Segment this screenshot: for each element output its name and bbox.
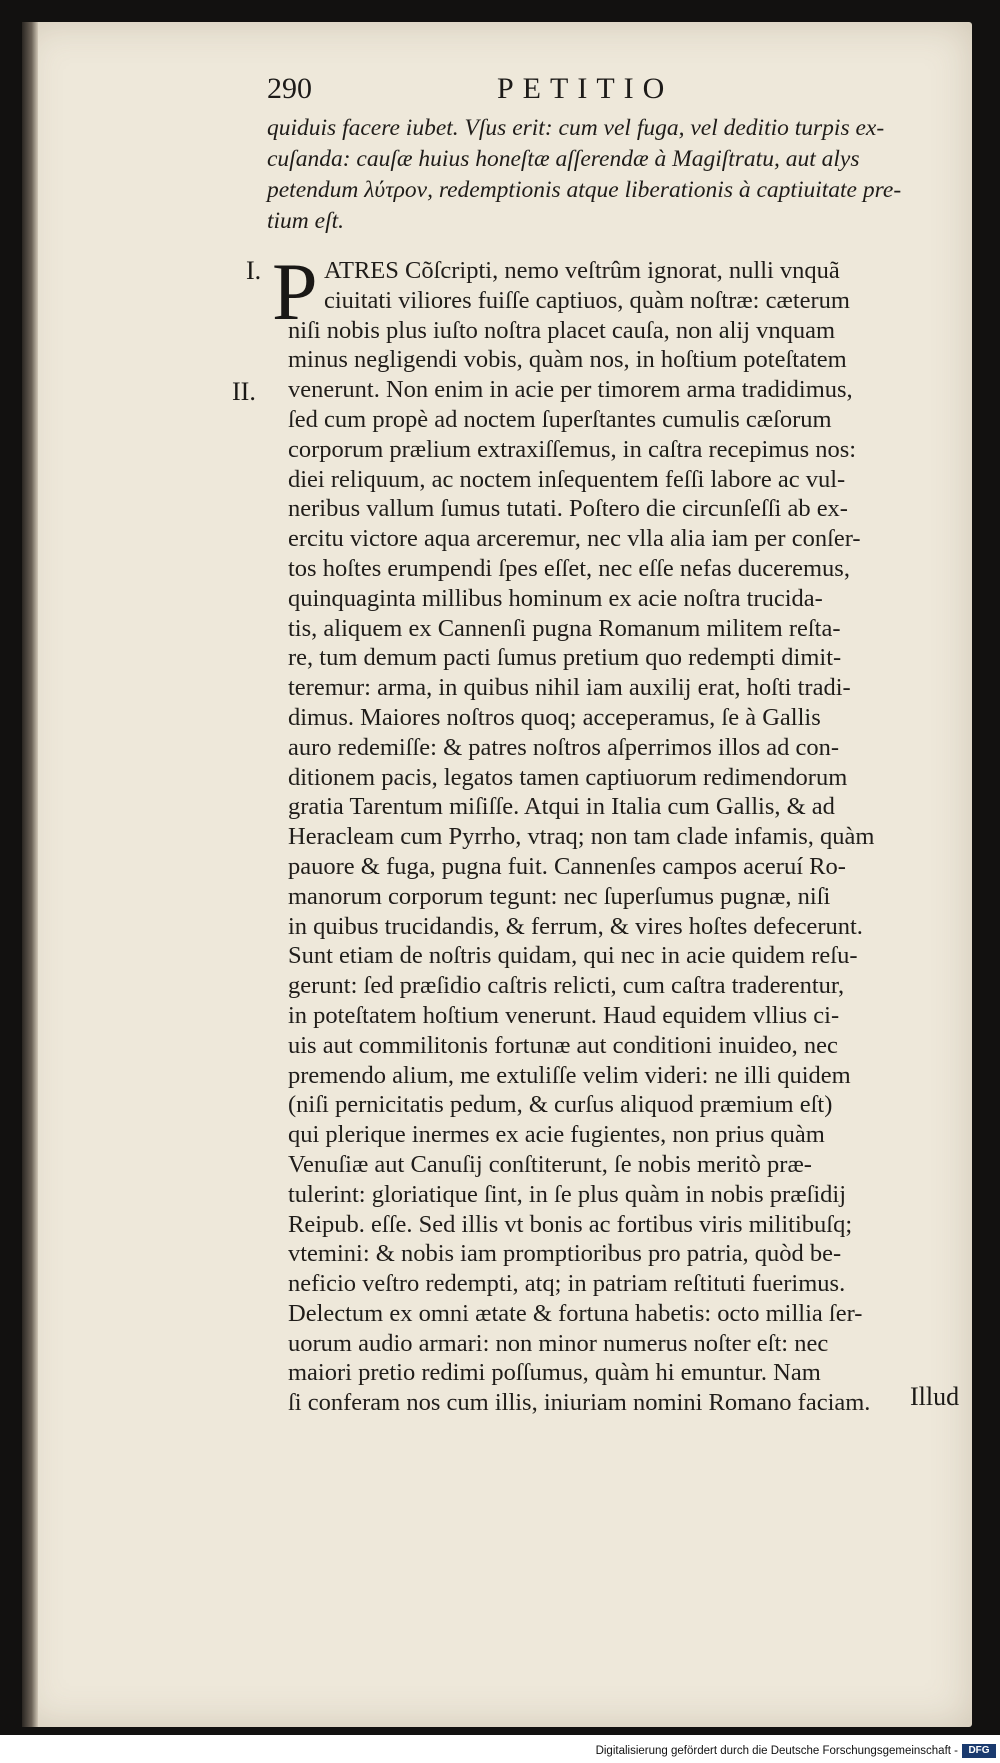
body-line: gratia Tarentum miſiſſe. Atqui in Italia cum Gallis, & ad — [288, 793, 835, 821]
page-number: 290 — [267, 72, 312, 105]
intro-line: tium eſt. — [267, 208, 345, 234]
intro-line: petendum λύτρον, redemptionis atque liberationis à captiuitate pre- — [267, 177, 902, 203]
body-line: manorum corporum tegunt: nec ſuperſumus pugnæ, niſi — [288, 882, 831, 910]
body-line: niſi nobis plus iuſto noſtra placet cauſa, non alij vnquam — [288, 316, 836, 344]
drop-cap: P — [272, 246, 318, 337]
body-line: Heracleam cum Pyrrho, vtraq; non tam clade infamis, quàm — [288, 823, 875, 851]
body-line: neficio veſtro redempti, atq; in patriam reſtituti fuerimus. — [288, 1270, 846, 1298]
body-line: (niſi pernicitatis pedum, & curſus aliquod præmium eſt) — [288, 1091, 833, 1119]
body-line: tulerint: gloriatique ſint, in ſe plus quàm in nobis præſidij — [288, 1180, 847, 1208]
body-line: Sunt etiam de noſtris quidam, qui nec in acie quidem reſu- — [288, 942, 858, 970]
section-mark-1: I. — [246, 256, 262, 285]
body-line: gerunt: ſed præſidio caſtris relicti, cum caſtra traderentur, — [288, 972, 845, 1000]
body-line: Delectum ex omni ætate & fortuna habetis: octo millia ſer- — [288, 1299, 863, 1327]
body-line: auro redemiſſe: & patres noſtros aſperrimos illos ad con- — [288, 733, 840, 761]
body-line: minus negligendi vobis, quàm nos, in hoſtium poteſtatem — [288, 346, 847, 374]
body-line: ſed cum propè ad noctem ſuperſtantes cumulis cæſorum — [288, 405, 832, 433]
body-line: uorum audio armari: non minor numerus noſter eſt: nec — [288, 1329, 829, 1357]
body-line: corporum prælium extraxiſſemus, in caſtra recepimus nos: — [288, 435, 857, 463]
dfg-logo-icon: DFG — [962, 1744, 996, 1758]
italic-introduction — [267, 113, 967, 237]
body-line: in poteſtatem hoſtium venerunt. Haud equidem vllius ci- — [288, 1001, 840, 1029]
body-line: Reipub. eſſe. Sed illis vt bonis ac fortibus viris militibuſq; — [288, 1210, 853, 1238]
body-line: in quibus trucidandis, & ferrum, & vires hoſtes defecerunt. — [288, 912, 863, 940]
body-line: uis aut commilitonis fortunæ aut conditioni inuideo, nec — [288, 1031, 838, 1059]
body-line: quinquaginta millibus hominum ex acie noſtra trucida- — [288, 584, 823, 612]
body-line: venerunt. Non enim in acie per timorem arma tradidimus, — [288, 376, 853, 404]
section-mark-2: II. — [232, 377, 256, 406]
body-line: ditionem pacis, legatos tamen captiuorum redimendorum — [288, 763, 848, 791]
page-gutter — [22, 22, 38, 1727]
body-line: dimus. Maiores noſtros quoq; acceperamus, ſe à Gallis — [288, 703, 821, 731]
body-line: diei reliquum, ac noctem inſequentem feſſi labore ac vul- — [288, 465, 846, 493]
body-line: pauore & fuga, pugna fuit. Cannenſes campos aceruí Ro- — [288, 852, 846, 880]
body-line: ſi conferam nos cum illis, iniuriam nomini Romano faciam. — [288, 1389, 871, 1417]
body-line: ATRES Cõſcripti, nemo veſtrûm ignorat, nulli vnquã — [324, 257, 840, 284]
catchword: Illud — [910, 1382, 960, 1411]
body-text — [288, 256, 970, 1418]
intro-line: quiduis facere iubet. Vſus erit: cum vel fuga, vel deditio turpis ex- — [267, 115, 885, 141]
footer-credit: Digitalisierung gefördert durch die Deutsche Forschungsgemeinschaft - — [595, 1745, 958, 1757]
body-line: ciuitati viliores fuiſſe captiuos, quàm noſtræ: cæterum — [324, 286, 850, 314]
running-head: PETITIO — [497, 72, 674, 105]
body-line: re, tum demum pacti ſumus pretium quo redempti dimit- — [288, 644, 842, 672]
body-line: tis, aliquem ex Cannenſi pugna Romanum militem reſta- — [288, 614, 841, 642]
body-line: qui plerique inermes ex acie fugientes, non prius quàm — [288, 1121, 825, 1149]
intro-line: cuſanda: cauſæ huius honeſtæ aſſerendæ à Magiſtratu, aut alys — [267, 146, 860, 172]
body-line: teremur: arma, in quibus nihil iam auxilij erat, hoſti tradi- — [288, 674, 851, 702]
body-line: ercitu victore aqua arceremur, nec vlla alia iam per conſer- — [288, 525, 861, 553]
body-line: maiori pretio redimi poſſumus, quàm hi emuntur. Nam — [288, 1359, 821, 1387]
body-line: neribus vallum ſumus tutati. Poſtero die circunſeſſi ab ex- — [288, 495, 848, 523]
body-line: vtemini: & nobis iam promptioribus pro patria, quòd be- — [288, 1240, 842, 1268]
body-line: Venuſiæ aut Canuſij conſtiterunt, ſe nobis meritò præ- — [288, 1150, 812, 1178]
body-line: premendo alium, me extuliſſe velim videri: ne illi quidem — [288, 1061, 851, 1089]
page-header — [267, 72, 967, 112]
body-line: tos hoſtes erumpendi ſpes eſſet, nec eſſe nefas duceremus, — [288, 554, 850, 582]
